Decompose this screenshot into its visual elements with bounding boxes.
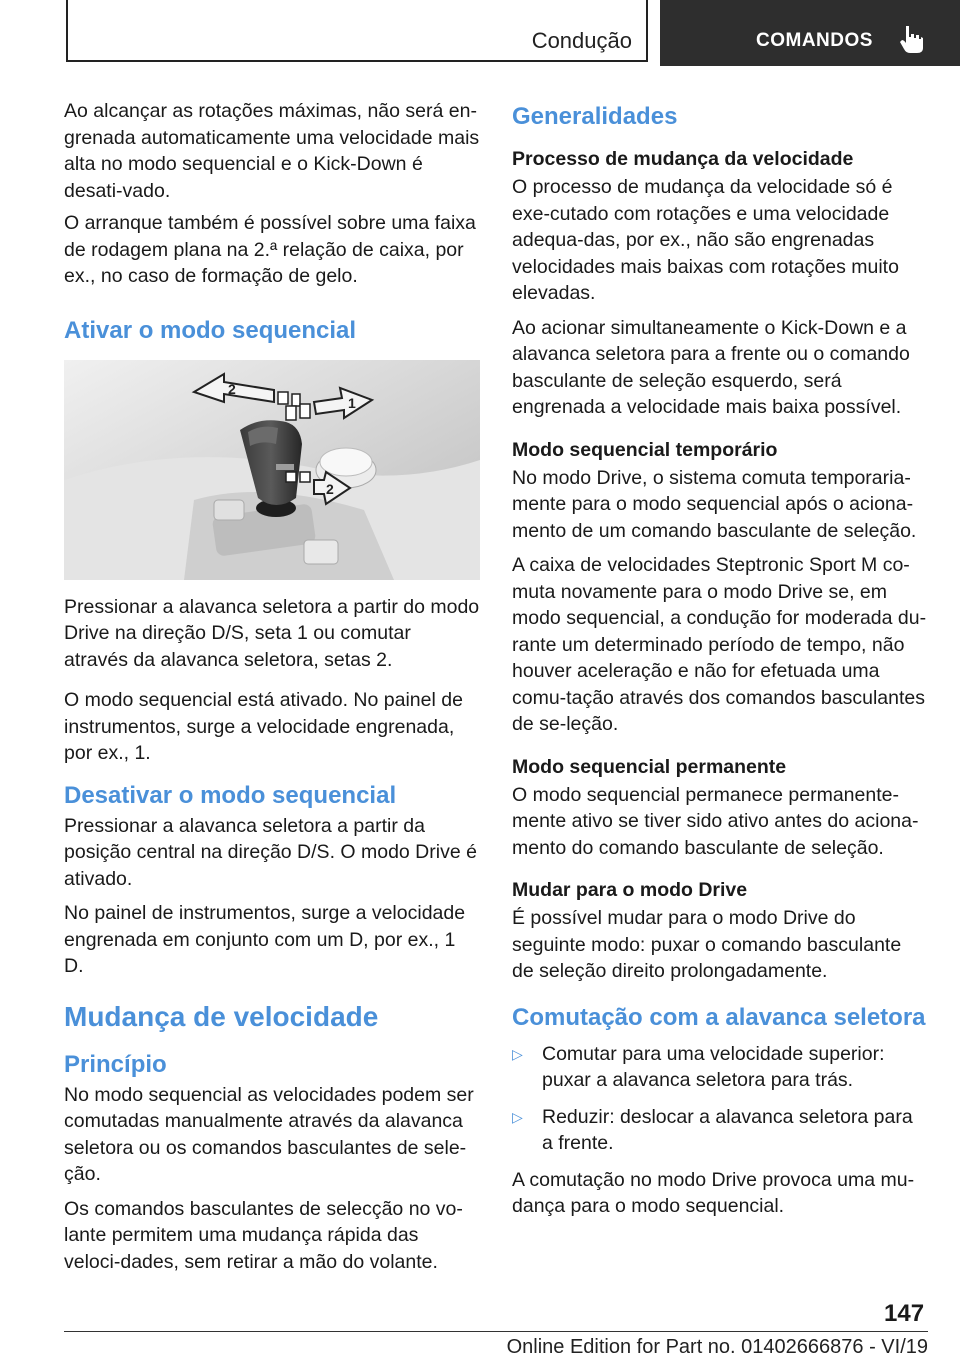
heading-desativar-modo-sequencial: Desativar o modo sequencial <box>64 781 397 809</box>
subheading-mudar-drive: Mudar para o modo Drive <box>512 879 748 901</box>
left-column <box>64 98 480 1283</box>
header-section-box <box>66 0 648 62</box>
right-column <box>512 98 928 1228</box>
triangle-right-icon: ▷ <box>512 1045 523 1062</box>
paragraph: Pressionar a alavanca seletora a partir da posição central na direção D/S. O modo Drive é ativado. <box>64 814 477 890</box>
paragraph: Pressionar a alavanca seletora a partir do modo Drive na direção D/S, seta 1 ou comutar através da alavanca seletora, setas 2. <box>64 595 480 671</box>
triangle-right-icon: ▷ <box>512 1108 523 1125</box>
heading-mudanca-de-velocidade: Mudança de velocidade <box>64 1000 379 1032</box>
page-number: 147 <box>884 1300 925 1327</box>
header-chapter-tab <box>660 0 960 66</box>
heading-comutacao: Comutação com a alavanca seletora <box>512 1003 926 1031</box>
paragraph: Os comandos basculantes de selecção no vo-lante permitem uma mudança rápida das veloci-dades, sem retirar a mão do volante. <box>64 1197 463 1273</box>
footer-edition: Online Edition for Part no. 01402666876 - VI/19 <box>506 1336 928 1358</box>
heading-principio: Princípio <box>64 1050 167 1078</box>
subheading-temporario: Modo sequencial temporário <box>512 438 778 461</box>
paragraph: No modo Drive, o sistema comuta temporaria-mente para o modo sequencial após o aciona-mento de um comando basculante de seleção. <box>512 466 917 542</box>
paragraph: É possível mudar para o modo Drive do seguinte modo: puxar o comando basculante de seleção direito prolongadamente. <box>512 907 902 982</box>
subheading-processo: Processo de mudança da velocidade <box>512 148 854 170</box>
paragraph: A comutação no modo Drive provoca uma mu-dança para o modo sequencial. <box>512 1168 915 1217</box>
paragraph: O modo sequencial está ativado. No painel de instrumentos, surge a velocidade engrenada, por ex., 1. <box>64 689 463 764</box>
svg-text:2: 2 <box>228 380 236 397</box>
paragraph: A caixa de velocidades Steptronic Sport M co-muta novamente para o modo Drive se, em modo sequencial, a condução for moderada du-rante um determinado período de tempo, não houver aceleração e não for efetuada uma comu-tação através dos comandos basculantes de se-leção. <box>512 554 927 735</box>
header-section-label: Condução <box>531 28 632 53</box>
heading-ativar-modo-sequencial: Ativar o modo sequencial <box>64 316 357 344</box>
footer-divider <box>64 1331 928 1332</box>
paragraph: O modo sequencial permanece permanente-mente ativo se tiver sido ativo antes do aciona-mento do comando basculante de seleção. <box>512 783 919 859</box>
svg-text:1: 1 <box>348 394 356 411</box>
subheading-permanente: Modo sequencial permanente <box>512 755 787 778</box>
header-chapter-label: COMANDOS <box>756 30 873 51</box>
heading-generalidades: Generalidades <box>512 103 678 130</box>
paragraph: O arranque também é possível sobre uma faixa de rodagem plana na 2.ª relação de caixa, por ex., no caso de formação de gelo. <box>64 212 476 287</box>
list-item <box>512 1041 928 1094</box>
list-item <box>512 1104 928 1157</box>
gear-selector-figure <box>64 360 480 580</box>
gear-selector-illustration <box>64 360 480 580</box>
paragraph: Ao alcançar as rotações máximas, não será en-grenada automaticamente uma velocidade mais alta no modo sequencial e o Kick-Down é desati-vado. <box>64 100 480 202</box>
paragraph: No painel de instrumentos, surge a velocidade engrenada em conjunto com um D, por ex., 1 D. <box>64 902 466 977</box>
bullet-list <box>512 1041 928 1157</box>
paragraph: O processo de mudança da velocidade só é exe-cutado com rotações e uma velocidade adequa-das, por ex., não são engrenadas velocidades mais baixas com rotações muito elevadas. <box>512 176 899 304</box>
paragraph: Ao acionar simultaneamente o Kick-Down e a alavanca seletora para a frente ou o comando basculante de seleção esquerdo, será engrenada a velocidade mais baixa possível. <box>512 316 910 418</box>
list-item-text: Comutar para uma velocidade superior: puxar a alavanca seletora para trás. <box>542 1042 885 1091</box>
hand-pointer-icon <box>898 24 924 54</box>
svg-text:2: 2 <box>326 480 334 497</box>
list-item-text: Reduzir: deslocar a alavanca seletora para a frente. <box>542 1105 913 1154</box>
paragraph: No modo sequencial as velocidades podem ser comutadas manualmente através da alavanca seletora ou os comandos basculantes de sele-ção. <box>64 1083 474 1185</box>
